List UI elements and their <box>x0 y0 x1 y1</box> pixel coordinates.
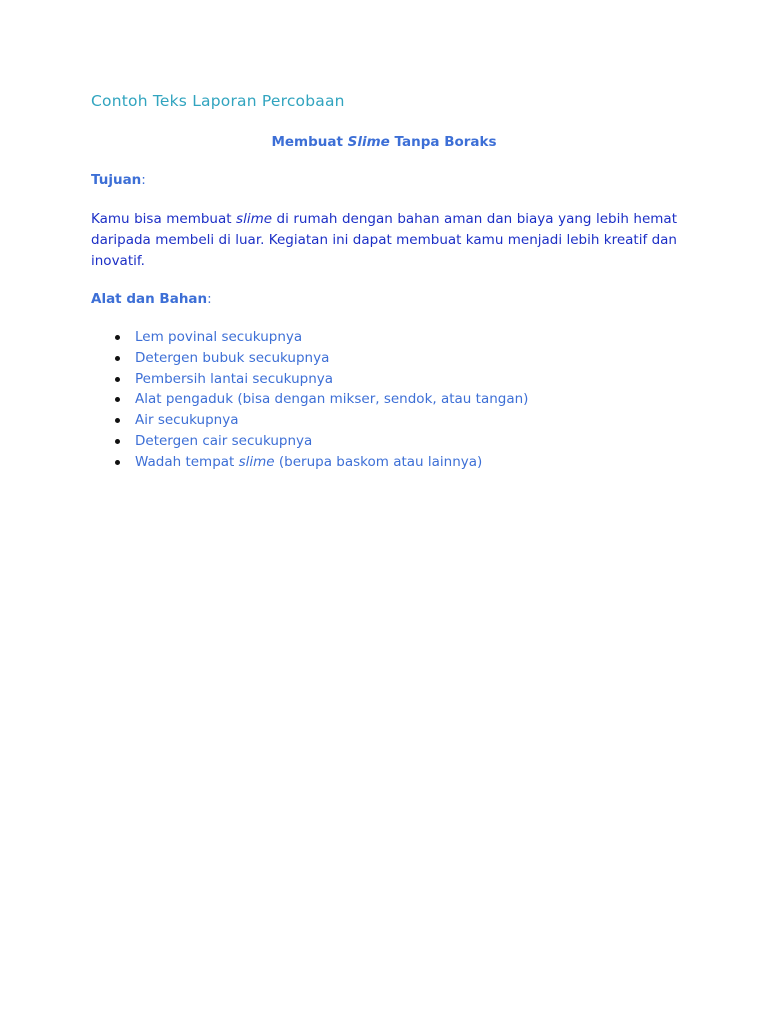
list-item-text: Detergen cair secukupnya <box>135 432 313 449</box>
bullet-icon <box>115 377 120 382</box>
bullet-icon <box>115 460 120 465</box>
bullet-icon <box>115 335 120 340</box>
tujuan-paragraph-end: di rumah dengan bahan aman dan biaya yang lebih hemat daripada membeli di luar. Kegiatan ini dapat membuat kamu menjadi lebih kreatif dan inovatif. <box>91 211 677 269</box>
tujuan-paragraph-italic: slime <box>236 211 273 227</box>
list-item <box>91 410 677 431</box>
bullet-icon <box>115 439 120 444</box>
list-item-text: Air secukupnya <box>135 412 239 429</box>
list-item-text: Lem povinal secukupnya <box>135 329 303 345</box>
alat-bahan-list <box>91 327 677 473</box>
list-item-text-end: (berupa baskom atau lainnya) <box>274 453 483 470</box>
tujuan-paragraph-start: Kamu bisa membuat <box>91 211 237 227</box>
list-item <box>91 389 677 410</box>
list-item-text <box>135 452 482 473</box>
experiment-title-italic: Slime <box>347 134 390 150</box>
bullet-icon <box>115 397 120 402</box>
alat-bahan-heading-colon: : <box>207 291 212 307</box>
list-item <box>91 348 677 369</box>
bullet-icon <box>115 418 120 423</box>
list-item-text-italic: slime <box>238 453 275 470</box>
list-item <box>91 431 677 452</box>
alat-bahan-heading <box>91 291 212 307</box>
tujuan-heading-label: Tujuan <box>91 172 142 188</box>
tujuan-heading-colon: : <box>141 172 146 188</box>
list-item-text: Pembersih lantai secukupnya <box>135 370 334 387</box>
experiment-title-end: Tanpa Boraks <box>389 134 497 150</box>
list-item-text: Alat pengaduk (bisa dengan mikser, sendok, atau tangan) <box>135 391 529 408</box>
experiment-title <box>0 134 768 150</box>
bullet-icon <box>115 356 120 361</box>
document-title: Contoh Teks Laporan Percobaan <box>91 92 345 110</box>
list-item <box>91 452 677 473</box>
list-item <box>91 369 677 390</box>
list-item-text-start: Wadah tempat <box>135 453 239 470</box>
tujuan-heading <box>91 172 146 188</box>
list-item-text: Detergen bubuk secukupnya <box>135 349 330 366</box>
list-item <box>91 327 677 348</box>
alat-bahan-heading-label: Alat dan Bahan <box>91 291 208 307</box>
experiment-title-start: Membuat <box>271 134 348 150</box>
tujuan-paragraph <box>91 209 677 272</box>
